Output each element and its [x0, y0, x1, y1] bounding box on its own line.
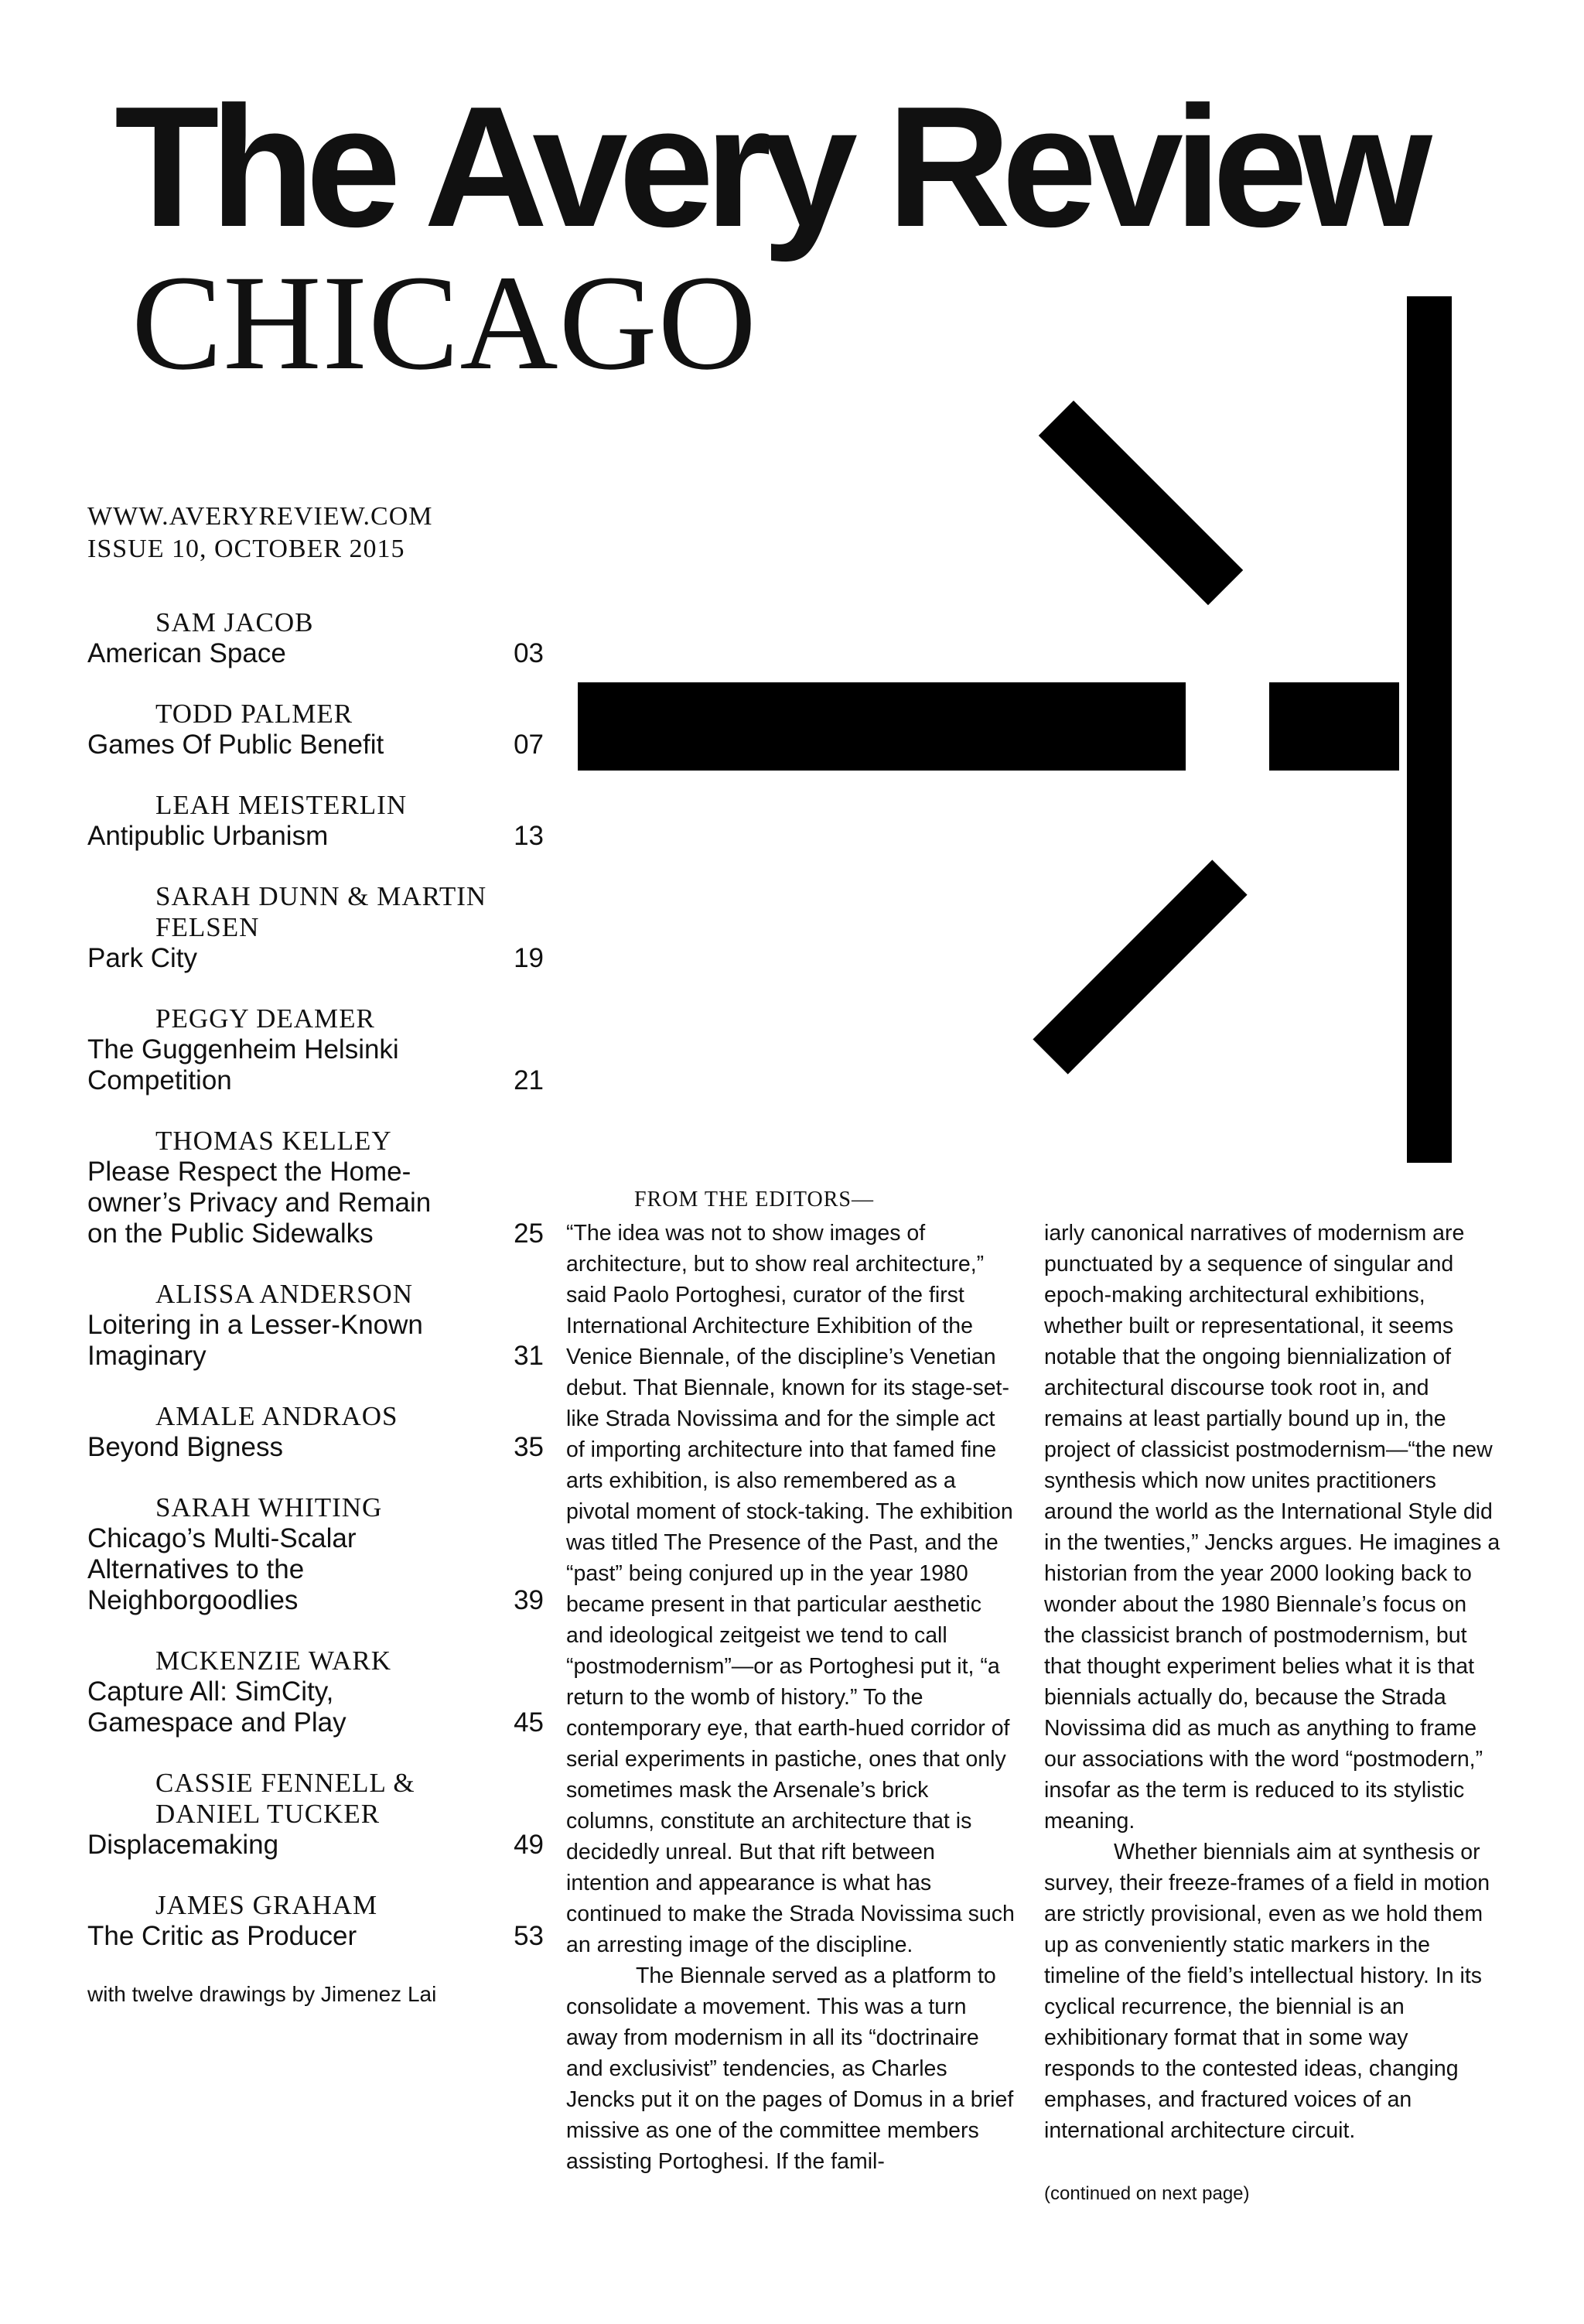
- toc-title: Capture All: SimCity, Gamespace and Play: [87, 1676, 346, 1738]
- table-of-contents: [87, 607, 544, 2008]
- toc-author: JAMES GRAHAM: [155, 1890, 378, 1920]
- toc-title: Beyond Bigness: [87, 1432, 283, 1462]
- toc-entry[interactable]: [87, 881, 544, 974]
- toc-title: Chicago’s Multi-Scalar Alternatives to the Neighborgoodlies: [87, 1523, 357, 1615]
- toc-title: The Guggenheim Helsinki Competition: [87, 1034, 399, 1095]
- editorial-column-2: [1044, 1218, 1500, 2210]
- masthead-title: The Avery Review: [114, 71, 1423, 263]
- toc-title: The Critic as Producer: [87, 1921, 357, 1951]
- toc-page-number: 31: [514, 1341, 544, 1371]
- toc-title: Loitering in a Lesser-Known Imaginary: [87, 1310, 423, 1371]
- continued-note: (continued on next page): [1044, 2183, 1250, 2204]
- toc-author: SARAH DUNN & MARTIN FELSEN: [155, 881, 487, 942]
- editorial-paragraph: iarly canonical narratives of modernism are punctuated by a sequence of singular and epoch-making architectural exhibitions, whether built or representational, it seems notable that the ongoing biennialization of architectural discourse took root in, and remains at least partially bound up in, the project of classicist postmodernism—“the new synthesis which now unites practitioners around the world as the International Style did in the twenties,” Jencks argues. He imagines a historian from the year 2000 looking back to wonder about the 1980 Biennale’s focus on the classicist branch of postmodernism, but that thought experiment belies what it is that biennials actually do, because the Strada Novissima did as much as anything to frame our associations with the word “postmodern,” insofar as the term is reduced to its stylistic meaning.: [1044, 1221, 1500, 1834]
- drawings-credit: with twelve drawings by Jimenez Lai: [87, 1982, 437, 2006]
- editorial-paragraph: The Biennale served as a platform to consolidate a movement. This was a turn away from modernism in all its “doctrinaire and exclusivist” tendencies, as Charles Jencks put it on the pages of Domus in a brief missive as one of the committee members assisting Portoghesi. If the famil-: [566, 1963, 1014, 2174]
- toc-page-number: 45: [514, 1707, 544, 1738]
- toc-page-number: 21: [514, 1065, 544, 1095]
- issue-meta: [87, 501, 433, 566]
- toc-author: PEGGY DEAMER: [155, 1003, 375, 1034]
- editorial-paragraph: “The idea was not to show images of architecture, but to show real architecture,” said Paolo Portoghesi, curator of the first International Architecture Exhibition of the Venice Biennale, of the discipline’s Venetian debut. That Biennale, known for its stage-set-like Strada Novissima and for the simple act of importing architecture into that famed fine arts exhibition, is also remembered as a pivotal moment of stock-taking. The exhibition was titled The Presence of the Past, and the “past” being conjured up in the year 1980 became present in that particular aesthetic and ideological zeitgeist we tend to call “postmodernism”—or as Portoghesi put it, “a return to the womb of history.” To the contemporary eye, that earth-hued corridor of serial experiments in pastiche, ones that only sometimes mask the Arsenale’s brick columns, constitute an architecture that is decidedly unreal. But that rift between intention and appearance is what has continued to make the Strada Novissima such an arresting image of the discipline.: [566, 1221, 1015, 1957]
- mark-diagonal-upper: [1039, 401, 1243, 605]
- toc-entry[interactable]: [87, 1492, 544, 1616]
- toc-title: Games Of Public Benefit: [87, 730, 384, 760]
- toc-page-number: 03: [514, 638, 544, 668]
- toc-page-number: 19: [514, 943, 544, 973]
- mark-diagonal-lower: [1033, 860, 1247, 1074]
- mark-square-block: [1269, 682, 1399, 771]
- toc-page-number: 07: [514, 730, 544, 760]
- editorial-column-1: [566, 1218, 1018, 2177]
- issue-number: ISSUE 10, OCTOBER 2015: [87, 535, 405, 563]
- toc-author: SARAH WHITING: [155, 1492, 383, 1523]
- toc-entry[interactable]: [87, 1890, 544, 1952]
- toc-page-number: 13: [514, 821, 544, 851]
- toc-author: TODD PALMER: [155, 699, 353, 729]
- toc-author: CASSIE FENNELL & DANIEL TUCKER: [155, 1768, 415, 1829]
- toc-title: Antipublic Urbanism: [87, 821, 329, 851]
- toc-entry[interactable]: [87, 607, 544, 669]
- editorial-paragraph: Whether biennials aim at synthesis or survey, their freeze-frames of a field in motion are strictly provisional, even as we hold them up as conveniently static markers in the timeline of the field’s intellectual history. In its cyclical recurrence, the biennial is an exhibitionary format that in some way responds to the contested ideas, changing emphases, and fractured voices of an international architecture circuit.: [1044, 1840, 1490, 2143]
- toc-entry[interactable]: [87, 1003, 544, 1096]
- mark-horizontal-bar: [578, 682, 1186, 771]
- toc-title: American Space: [87, 638, 286, 668]
- editors-heading: FROM THE EDITORS—: [634, 1188, 875, 1212]
- toc-author: LEAH MEISTERLIN: [155, 790, 408, 820]
- toc-page-number: 39: [514, 1585, 544, 1615]
- toc-page-number: 49: [514, 1830, 544, 1860]
- toc-title: Park City: [87, 943, 197, 973]
- toc-entry[interactable]: [87, 1646, 544, 1738]
- toc-entry[interactable]: [87, 1279, 544, 1372]
- toc-page-number: 53: [514, 1921, 544, 1951]
- toc-entry[interactable]: [87, 1401, 544, 1463]
- mark-vertical-bar: [1407, 296, 1452, 1163]
- toc-title: Please Respect the Home-owner’s Privacy and Remain on the Public Sidewalks: [87, 1157, 432, 1249]
- toc-author: MCKENZIE WARK: [155, 1646, 391, 1676]
- website-url[interactable]: WWW.AVERYREVIEW.COM: [87, 502, 433, 531]
- toc-entry[interactable]: [87, 1126, 544, 1249]
- toc-entry[interactable]: [87, 699, 544, 760]
- toc-page-number: 25: [514, 1218, 544, 1249]
- toc-page-number: 35: [514, 1432, 544, 1462]
- issue-city: CHICAGO: [131, 248, 757, 398]
- toc-author: AMALE ANDRAOS: [155, 1401, 398, 1431]
- toc-author: SAM JACOB: [155, 607, 314, 637]
- toc-author: THOMAS KELLEY: [155, 1126, 392, 1156]
- toc-entry[interactable]: [87, 790, 544, 852]
- toc-title: Displacemaking: [87, 1830, 279, 1860]
- toc-entry[interactable]: [87, 1768, 544, 1861]
- toc-author: ALISSA ANDERSON: [155, 1279, 413, 1309]
